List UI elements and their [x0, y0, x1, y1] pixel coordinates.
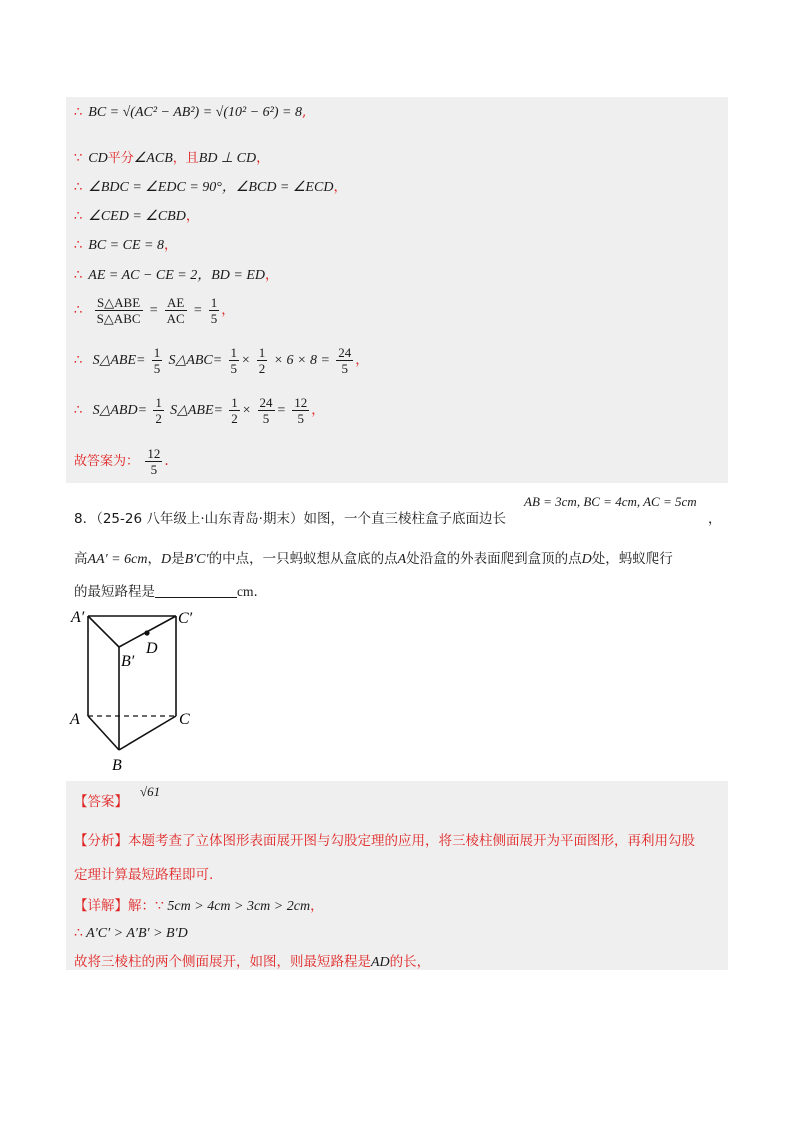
solution-line-4: ∴ ∠CED = ∠CBD， — [74, 208, 200, 224]
analysis-line-1: 【分析】本题考查了立体图形表面展开图与勾股定理的应用，将三棱柱侧面展开为平面图形，再利用勾股 — [74, 833, 695, 849]
label-b: B — [112, 757, 122, 774]
edge-b-c — [119, 716, 176, 750]
solution-line-7: ∴ $\frac{\text{S△ABE}}{\text{S△ABC}}$ = $\frac{AE}{AC}$ = $\frac{1}{5}$ ， — [74, 295, 235, 326]
analysis-line-2: 定理计算最短路程即可. — [74, 867, 214, 883]
solution-line-3: ∴ ∠BDC = ∠EDC = 90°，∠BCD = ∠ECD， — [74, 179, 347, 195]
fraction-area-ratio: $\frac{\text{S△ABE}}{\text{S△ABC}}$ — [96, 295, 141, 326]
solution-line-9: ∴ S△ABD= $\frac{1}{2}$ S△ABE= $\frac{1}{2}$ × $\frac{24}{5}$ = $\frac{12}{5}$ ， — [74, 395, 325, 426]
answer-8-line: 【答案】 — [74, 794, 128, 810]
prism-figure — [68, 604, 208, 778]
fraction-one-fifth: $\frac{1}{5}$ — [210, 295, 218, 326]
question-8-line-3: 的最短路程是 cm. — [74, 584, 258, 600]
edge-a-b — [88, 716, 119, 750]
edge-a-prime-b-prime — [88, 616, 119, 647]
question-8-dimensions: AB = 3cm, BC = 4cm, AC = 5cm — [524, 494, 697, 509]
question-8-line-1: 8．（25-26 八年级上·山东青岛·期末）如图，一个直三棱柱盒子底面边长 — [74, 511, 506, 527]
answer-line: 故答案为： $\frac{12}{5}$ . — [74, 446, 169, 477]
solution-line-2: ∵ CD平分∠ACB，且BD ⊥ CD， — [74, 150, 270, 166]
label-b-prime: B′ — [121, 653, 135, 670]
point-d — [144, 630, 149, 635]
label-d: D — [146, 640, 158, 657]
question-8-line-2: 高AA′ = 6cm，D是B′C′的中点，一只蚂蚁想从盒底的点A处沿盒的外表面爬到盒顶的点D处，蚂蚁爬行 — [74, 551, 673, 567]
question-8-comma: ， — [708, 511, 722, 527]
triangular-prism-diagram — [68, 604, 208, 774]
fraction-ae-ac: $\frac{AE}{AC}$ — [166, 295, 185, 326]
answer-blank — [155, 583, 237, 598]
therefore-line: ∴ A′C′ > A′B′ > B′D — [74, 926, 188, 941]
answer-fraction: $\frac{12}{5}$ — [147, 446, 161, 477]
solution-line-6: ∴ AE = AC − CE = 2，BD = ED， — [74, 267, 279, 283]
answer-8-value: √61 — [140, 784, 161, 799]
final-line: 故将三棱柱的两个侧面展开，如图，则最短路程是AD的长， — [74, 954, 431, 970]
label-c-prime: C′ — [178, 610, 193, 627]
solution-line-8: ∴ S△ABE= $\frac{1}{5}$ S△ABC= $\frac{1}{5}$ × $\frac{1}{2}$ × 6 × 8 = $\frac{24}{5}$ ， — [74, 345, 369, 376]
solution-line-1: ∴ BC = √(AC² − AB²) = √(10² − 6²) = 8, — [74, 104, 307, 120]
solution-line-5: ∴ BC = CE = 8， — [74, 237, 178, 253]
label-a-prime: A′ — [71, 609, 85, 626]
detail-line: 【详解】解：∵ 5cm > 4cm > 3cm > 2cm， — [74, 898, 324, 914]
label-c: C — [179, 711, 190, 728]
label-a: A — [70, 711, 80, 728]
